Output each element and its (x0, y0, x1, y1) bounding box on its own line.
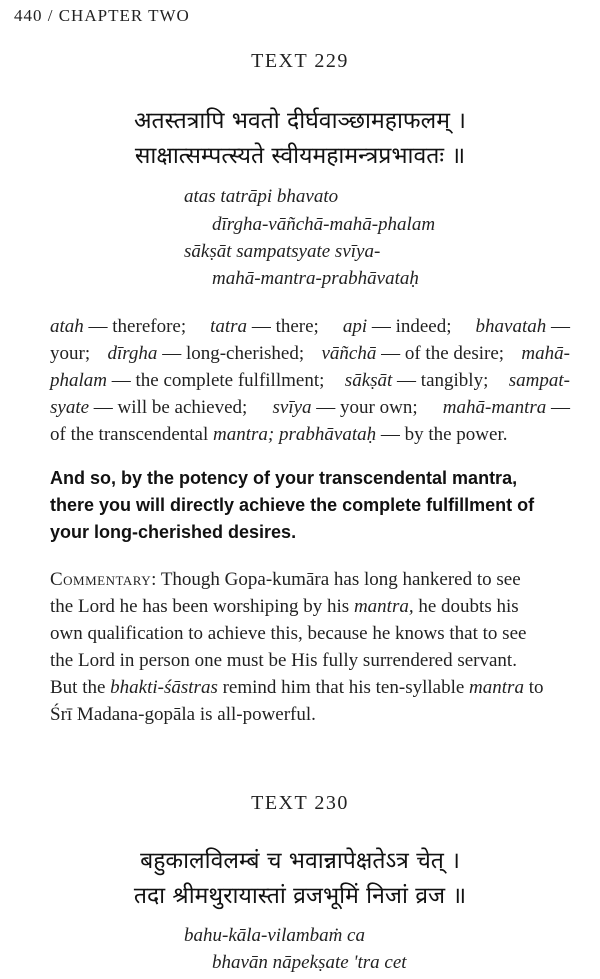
running-head: 440 / CHAPTER TWO (14, 6, 190, 25)
text-229-heading: TEXT 229 (251, 50, 349, 72)
translation-line-1: And so, by the potency of your transcendental mantra, (50, 468, 518, 488)
verse-230-translit-line-2: bhavān nāpekṣate 'tra cet (212, 952, 407, 973)
verse-229-translit-line-4: mahā-mantra-prabhāvataḥ (212, 268, 419, 289)
verse-230-devanagari-line-1: बहुकालविलम्बं च भवान्नापेक्षतेऽत्र चेत् । (140, 848, 460, 874)
verse-229-devanagari-line-1: अतस्तत्रापि भवतो दीर्घवाञ्छामहाफलम् । (133, 108, 467, 134)
synonyms-line: your; dīrgha — long-cherished; vāñchā — of the desire; mahā- (50, 343, 570, 364)
synonyms-line: of the transcendental mantra; prabhāvataḥ — by the power. (50, 424, 508, 445)
commentary-line: But the bhakti-śāstras remind him that his ten-syllable mantra to (50, 677, 544, 698)
synonyms-229 (50, 313, 570, 448)
commentary-229 (50, 566, 570, 728)
verse-229-devanagari-line-2: साक्षात्सम्पत्स्यते स्वीयमहामन्त्रप्रभावतः ॥ (134, 143, 466, 169)
commentary-line: the Lord he has been worshiping by his mantra, he doubts his (50, 596, 519, 617)
verse-229-translit-line-1: atas tatrāpi bhavato (184, 186, 339, 207)
verse-230-devanagari-line-2: तदा श्रीमथुरायास्तां व्रजभूमिं निजां व्रज ॥ (133, 883, 467, 909)
commentary-line: Commentary: Though Gopa-kumāra has long hankered to see (50, 569, 521, 590)
synonyms-line: syate — will be achieved; svīya — your own; mahā-mantra — (50, 397, 570, 418)
commentary-line: own qualification to achieve this, because he knows that to see (50, 623, 527, 644)
verse-229-translit-line-2: dīrgha-vāñchā-mahā-phalam (212, 214, 436, 235)
translation-229 (50, 465, 570, 546)
translation-line-2: there you will directly achieve the complete fulfillment of (50, 495, 535, 515)
verse-229-translit-line-3: sākṣāt sampatsyate svīya- (184, 241, 381, 262)
verse-230-translit-line-1: bahu-kāla-vilambaṁ ca (184, 925, 365, 946)
synonyms-line: phalam — the complete fulfillment; sākṣāt — tangibly; sampat- (50, 370, 570, 391)
synonyms-line: atah — therefore; tatra — there; api — indeed; bhavatah — (50, 316, 570, 337)
commentary-label: Commentary (50, 569, 152, 590)
translation-line-3: your long-cherished desires. (50, 522, 297, 542)
text-230-heading: TEXT 230 (251, 792, 349, 814)
commentary-line: the Lord in person one must be His fully surrendered servant. (50, 650, 517, 671)
commentary-line: Śrī Madana-gopāla is all-powerful. (50, 704, 316, 725)
